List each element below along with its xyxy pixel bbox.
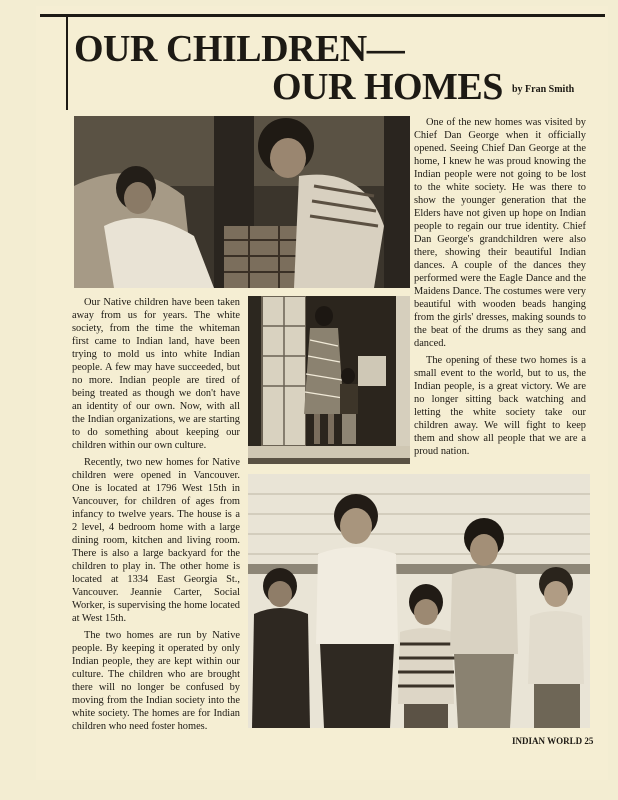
right-text-column: [414, 116, 586, 462]
photo-children-on-couch: [74, 116, 410, 288]
byline: by Fran Smith: [512, 84, 575, 95]
page-footer: INDIAN WORLD 25: [512, 736, 594, 746]
paragraph: The opening of these two homes is a small event to the world, but to us, the Indian people, is a great victory. We are no longer sitting back watching and letting the white society take our children away. We will fight to keep them and show all people that we are a proud nation.: [414, 355, 586, 457]
paragraph: Recently, two new homes for Native children were opened in Vancouver. One is located at 1796 West 15th in Vancouver, for children of ages from infancy to twelve years. The house is a 2 level, 4 bedroom home with a large dining room, kitchen and living room. There is also a large backyard for the children to play in. The other home is located at 1334 East Georgia St., Vancouver. Jeannie Carter, Social Worker, is supervising the home located at West 15th.: [72, 457, 240, 624]
photo-group-of-children: [248, 474, 590, 728]
title-line-1: OUR CHILDREN—: [74, 28, 405, 70]
left-rule: [66, 14, 68, 110]
photo-woman-in-doorway: [248, 296, 410, 464]
paragraph: Our Native children have been taken away from us for years. The white society, from the time the whiteman first came to Indian land, have been trying to mold us into white Indian people. A few may have succeeded, but no more. Indian people are tired of being treated as though we don't have an identity of our own. Now, with all the Indian organizations, we are starting to do something about keeping our children within our own culture.: [72, 297, 240, 451]
paragraph: One of the new homes was visited by Chief Dan George when it officially opened. Seeing Chief Dan George at the home, I knew he was proud knowing the Indian people were not going to be lost to the white society. He was there to show the younger generation that the Elders have not given up hope on Indian people to regain our true identity. Chief Dan George's grandchildren were also there, showing their beautiful Indian dances. A couple of the dances they performed were the Eagle Dance and the Maidens Dance. The costumes were very beautiful with wooden beads hanging from the girls' dresses, making sounds to the beat of the drums as they sang and danced.: [414, 117, 586, 349]
top-rule: [40, 14, 605, 17]
left-text-column: [72, 296, 240, 737]
paragraph: The two homes are run by Native people. By keeping it operated by only Indian people, they are kept within our culture. The children who are brought there will no longer be confused by moving from the Indian society into the white society. The homes are for Indian children who need foster homes.: [72, 630, 240, 732]
title-line-2: OUR HOMES: [272, 66, 503, 108]
